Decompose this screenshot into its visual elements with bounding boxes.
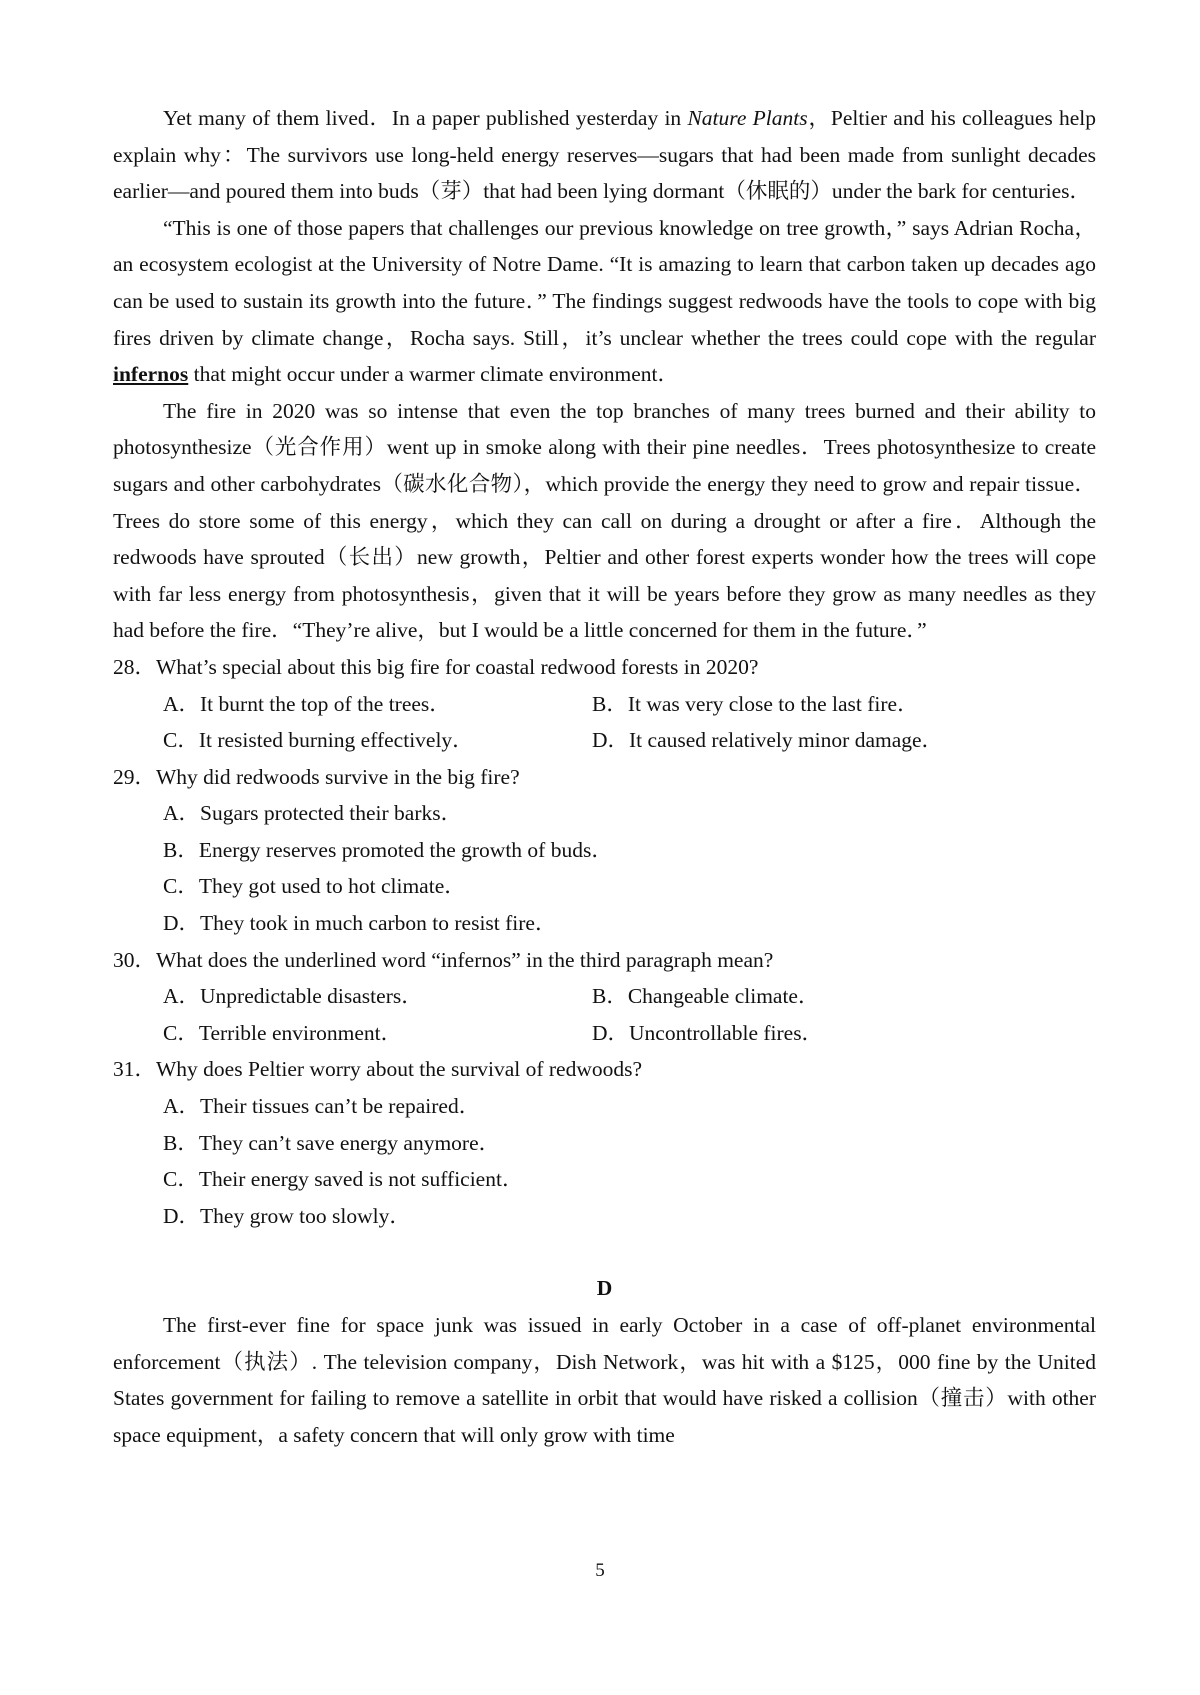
page-number: 5 — [595, 1560, 605, 1581]
option-d: D．It caused relatively minor damage． — [592, 728, 944, 753]
question-stem: 31．Why does Peltier worry about the survival of redwoods? — [113, 1057, 643, 1082]
option-b: B．They can’t save energy anymore． — [163, 1130, 501, 1155]
option-c: C．It resisted burning effectively． — [163, 728, 474, 753]
option-d: D．Uncontrollable fires． — [592, 1020, 824, 1045]
option-row — [113, 1015, 1096, 1052]
underlined-word: infernos — [113, 362, 189, 387]
option-d: D．They grow too slowly． — [163, 1203, 411, 1228]
exam-page — [113, 100, 1096, 1453]
option-a: A．Sugars protected their barks． — [163, 801, 463, 826]
option-row — [113, 686, 1096, 723]
question-stem: 28．What’s special about this big fire for coastal redwood forests in 2020? — [113, 654, 759, 679]
option-c: C．They got used to hot climate． — [163, 874, 466, 899]
option-a: A．Their tissues can’t be repaired． — [163, 1094, 481, 1119]
question-stem: 30．What does the underlined word “infernos” in the third paragraph mean? — [113, 947, 774, 972]
option-a: A．It burnt the top of the trees． — [163, 691, 451, 716]
option-a: A．Unpredictable disasters． — [163, 984, 423, 1009]
option-c: C．Terrible environment． — [163, 1020, 403, 1045]
journal-title: Nature Plants — [687, 106, 808, 130]
passage-c-paragraph-2: “This is one of those papers that challenges our previous knowledge on tree growth，” says Adrian Rocha，an ecosystem ecologist at the University of Notre Dame. “It is amazing to learn that carbon taken up decades ago can be used to sustain its growth into the future．” The findings suggest redwoods have the tools to cope with big fires driven by climate change，Rocha says. Still，it’s unclear whether the trees could cope with the regular infernos that might occur under a warmer climate environment． — [113, 215, 1096, 387]
question-stem: 29．Why did redwoods survive in the big fire? — [113, 764, 520, 789]
option-b: B．Energy reserves promoted the growth of buds． — [163, 837, 613, 862]
passage-c-paragraph-1: Yet many of them lived．In a paper published yesterday in Nature Plants，Peltier and his colleagues help explain why：The survivors use long-held energy reserves—sugars that had been made from sunlight decades earlier—and poured them into buds（芽）that had been lying dormant（休眠的）under the bark for centuries． — [113, 106, 1097, 204]
question-29 — [113, 759, 1096, 942]
option-c: C．Their energy saved is not sufficient． — [163, 1167, 524, 1192]
passage-c-paragraph-3: The fire in 2020 was so intense that even the top branches of many trees burned and their ability to photosynthesize（光合作用）went up in smoke along with their pine needles．Trees photosynthesize to create sugars and other carbohydrates（碳水化合物），which provide the energy they need to grow and repair tissue．Trees do store some of this energy，which they can call on during a drought or after a fire．Although the redwoods have sprouted（长出）new growth，Peltier and other forest experts wonder how the trees will cope with far less energy from photosynthesis，given that it will be years before they grow as many needles as they had before the fire．“They’re alive，but I would be a little concerned for them in the future．” — [113, 398, 1096, 643]
question-30 — [113, 942, 1096, 1052]
question-31 — [113, 1051, 1096, 1234]
option-row — [113, 978, 1096, 1015]
option-b: B．Changeable climate． — [592, 984, 820, 1009]
option-row — [113, 722, 1096, 759]
option-d: D．They took in much carbon to resist fire． — [163, 911, 557, 936]
option-b: B．It was very close to the last fire． — [592, 691, 919, 716]
section-heading-d: D — [596, 1276, 613, 1301]
passage-d-paragraph-1: The first-ever fine for space junk was issued in early October in a case of off-planet environmental enforcement（执法）. The television company，Dish Network，was hit with a $125，000 fine by the United States government for failing to remove a satellite in orbit that would have risked a collision（撞击）with other space equipment，a safety concern that will only grow with time — [113, 1313, 1096, 1447]
question-28 — [113, 649, 1096, 759]
